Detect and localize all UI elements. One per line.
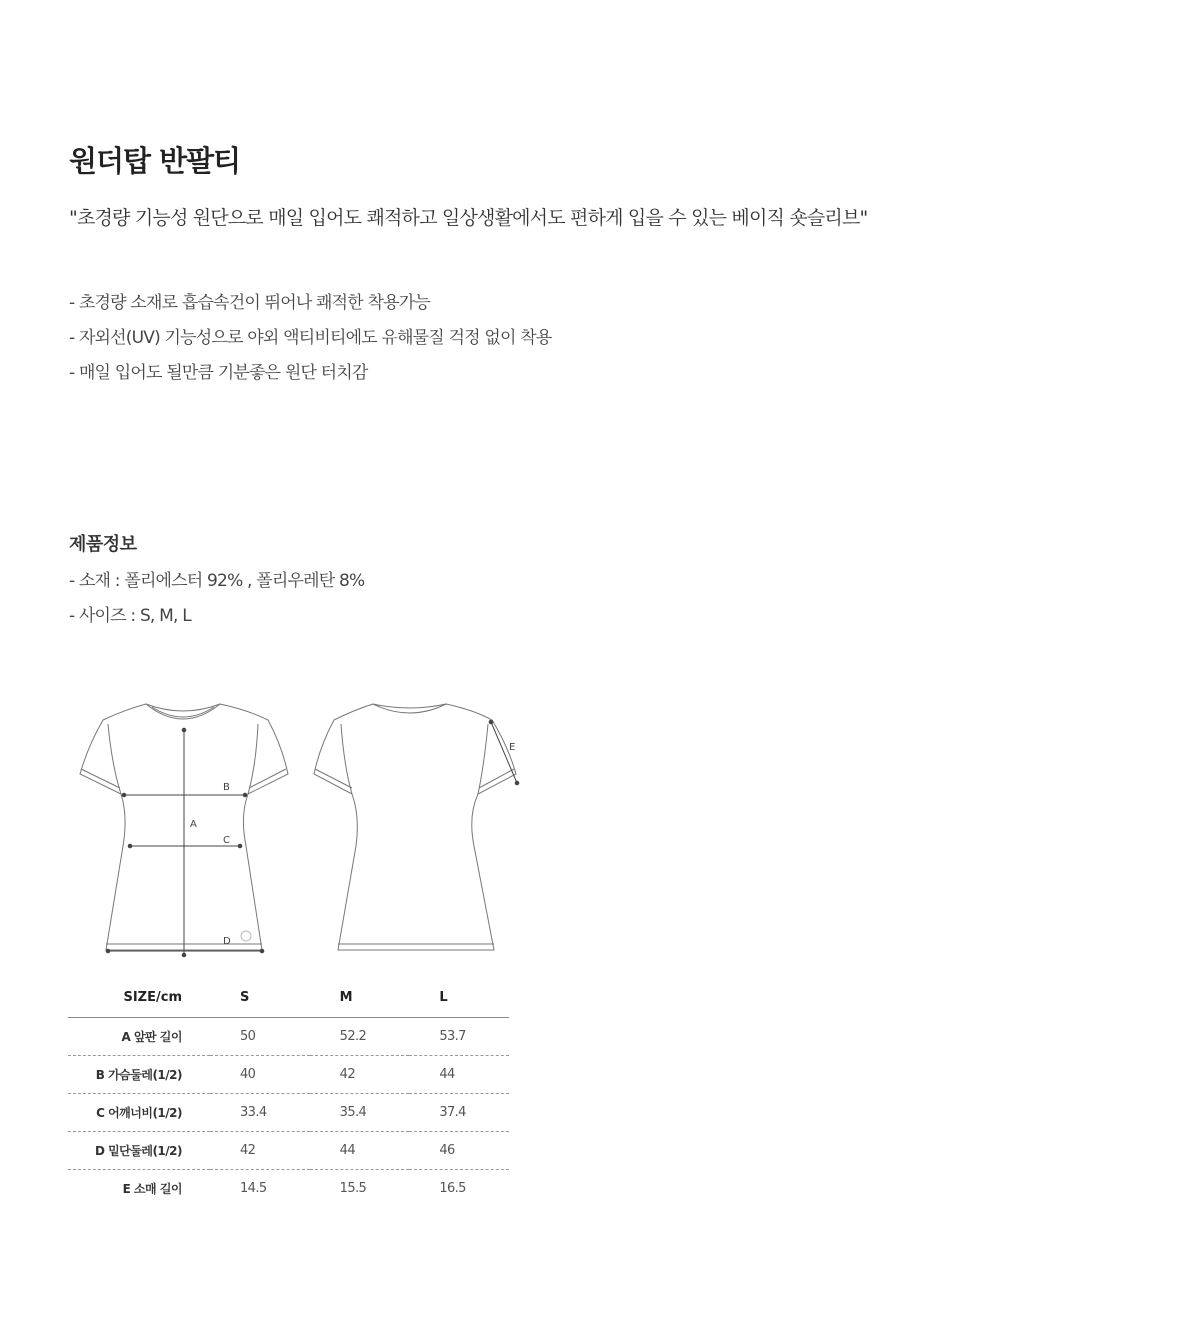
row-label: D 밑단둘레(1/2) (68, 1131, 210, 1169)
front-cuff-right (249, 769, 286, 788)
table-cell: 33.4 (210, 1093, 310, 1131)
feature-item: - 매일 입어도 될만큼 기분좋은 원단 터치감 (69, 363, 368, 383)
front-sleeve-right (248, 724, 258, 794)
feature-list (69, 286, 551, 391)
size-table-header (68, 978, 509, 1017)
table-cell: 40 (210, 1055, 310, 1093)
table-cell: 42 (210, 1131, 310, 1169)
table-cell: 14.5 (240, 1180, 267, 1196)
back-body-outline (314, 704, 516, 950)
size-table (68, 978, 509, 1207)
product-title: 원더탑 반팔티 (69, 144, 241, 178)
diagram-label-d: D (223, 936, 231, 947)
table-cell: 35.4 (310, 1093, 410, 1131)
table-cell: 44 (409, 1055, 509, 1093)
table-cell: 44 (310, 1131, 410, 1169)
table-row (68, 1055, 509, 1093)
size-unit-header: SIZE/cm (68, 978, 210, 1017)
table-cell: 53.7 (409, 1017, 509, 1055)
table-row (68, 1017, 509, 1055)
table-cell: 52.2 (310, 1017, 410, 1055)
product-info-heading: 제품정보 (69, 534, 137, 555)
table-cell: 37.4 (409, 1093, 509, 1131)
tshirt-measurement-diagram (68, 696, 528, 962)
row-label: B 가슴둘레(1/2) (68, 1055, 210, 1093)
product-info-list (69, 564, 364, 634)
table-cell: 16.5 (439, 1180, 466, 1196)
size-col-l: L (409, 978, 509, 1017)
row-label: A 앞판 길이 (68, 1017, 210, 1055)
feature-item: - 초경량 소재로 흡습속건이 뛰어나 쾌적한 착용가능 (69, 293, 431, 313)
diagram-label-e: E (509, 742, 516, 753)
info-item-size: - 사이즈 : S, M, L (69, 606, 191, 626)
diagram-label-b: B (223, 782, 230, 793)
table-row (68, 1131, 509, 1169)
info-item-material: - 소재 : 폴리에스터 92% , 폴리우레탄 8% (69, 571, 365, 591)
size-col-m: M (310, 978, 410, 1017)
table-cell: 42 (310, 1055, 410, 1093)
tshirt-diagram-svg (68, 696, 528, 962)
logo-mark-icon (241, 931, 251, 941)
table-cell: 50 (210, 1017, 310, 1055)
table-row (68, 1169, 509, 1207)
feature-item: - 자외선(UV) 기능성으로 야외 액티비티에도 유해물질 걱정 없이 착용 (69, 328, 552, 348)
size-col-s: S (210, 978, 310, 1017)
front-cuff-left (81, 769, 120, 788)
row-label: C 어깨너비(1/2) (68, 1093, 210, 1131)
back-neckline (373, 704, 446, 713)
product-tagline: "초경량 기능성 원단으로 매일 입어도 쾌적하고 일상생활에서도 편하게 입을 수 있는 베이직 숏슬리브" (69, 207, 868, 229)
table-cell: 46 (409, 1131, 509, 1169)
table-cell: 15.5 (339, 1180, 367, 1196)
back-cuff-right (479, 769, 514, 788)
row-label: E 소매 길이 (122, 1181, 182, 1196)
table-row (68, 1093, 509, 1131)
diagram-label-a: A (190, 819, 197, 830)
diagram-label-c: C (223, 835, 230, 846)
